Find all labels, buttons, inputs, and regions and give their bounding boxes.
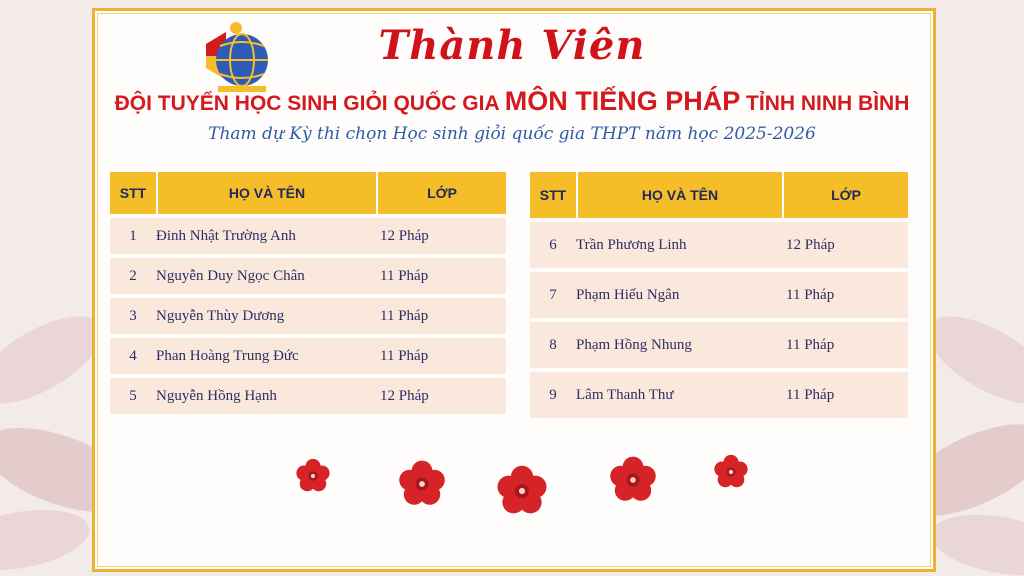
subtitle: Tham dự Kỳ thi chọn Học sinh giỏi quốc gia THPT năm học 2025-2026 [208,124,816,144]
column-header-name: HỌ VÀ TÊN [156,172,376,214]
name-cell: Phạm Hiếu Ngân [576,272,782,318]
members-table-right [530,168,908,422]
stt-cell: 6 [530,222,576,268]
table-header-row [530,172,908,218]
name-cell: Nguyễn Duy Ngọc Chân [156,258,376,294]
name-cell: Phạm Hồng Nhung [576,322,782,368]
name-cell: Đinh Nhật Trường Anh [156,218,376,254]
table-row [110,218,506,254]
class-cell: 11 Pháp [376,338,506,374]
column-header-stt: STT [110,172,156,214]
headline-part-1: ĐỘI TUYỂN HỌC SINH GIỎI QUỐC GIA [114,92,505,115]
table-row [110,298,506,334]
stt-cell: 9 [530,372,576,418]
column-header-class: LỚP [782,172,908,218]
stt-cell: 2 [110,258,156,294]
column-header-name: HỌ VÀ TÊN [576,172,782,218]
name-cell: Lâm Thanh Thư [576,372,782,418]
class-cell: 11 Pháp [782,372,908,418]
table-row [530,322,908,368]
table-row [530,272,908,318]
stt-cell: 1 [110,218,156,254]
class-cell: 11 Pháp [782,322,908,368]
class-cell: 12 Pháp [782,222,908,268]
stt-cell: 5 [110,378,156,414]
table-row [110,258,506,294]
members-table-left [110,168,506,418]
headline-part-3: TỈNH NINH BÌNH [740,92,910,115]
table-row [530,372,908,418]
name-cell: Trần Phương Linh [576,222,782,268]
class-cell: 11 Pháp [376,298,506,334]
name-cell: Nguyễn Hồng Hạnh [156,378,376,414]
table-row [530,222,908,268]
name-cell: Nguyễn Thùy Dương [156,298,376,334]
table-row [110,338,506,374]
stt-cell: 3 [110,298,156,334]
table-row [110,378,506,414]
class-cell: 12 Pháp [376,378,506,414]
stt-cell: 7 [530,272,576,318]
column-header-class: LỚP [376,172,506,214]
column-header-stt: STT [530,172,576,218]
class-cell: 11 Pháp [782,272,908,318]
name-cell: Phan Hoàng Trung Đức [156,338,376,374]
headline-part-2: MÔN TIẾNG PHÁP [504,86,741,116]
page-title: Thành Viên [378,22,646,69]
headline [0,86,1024,117]
table-header-row [110,172,506,214]
stt-cell: 4 [110,338,156,374]
class-cell: 12 Pháp [376,218,506,254]
stt-cell: 8 [530,322,576,368]
class-cell: 11 Pháp [376,258,506,294]
